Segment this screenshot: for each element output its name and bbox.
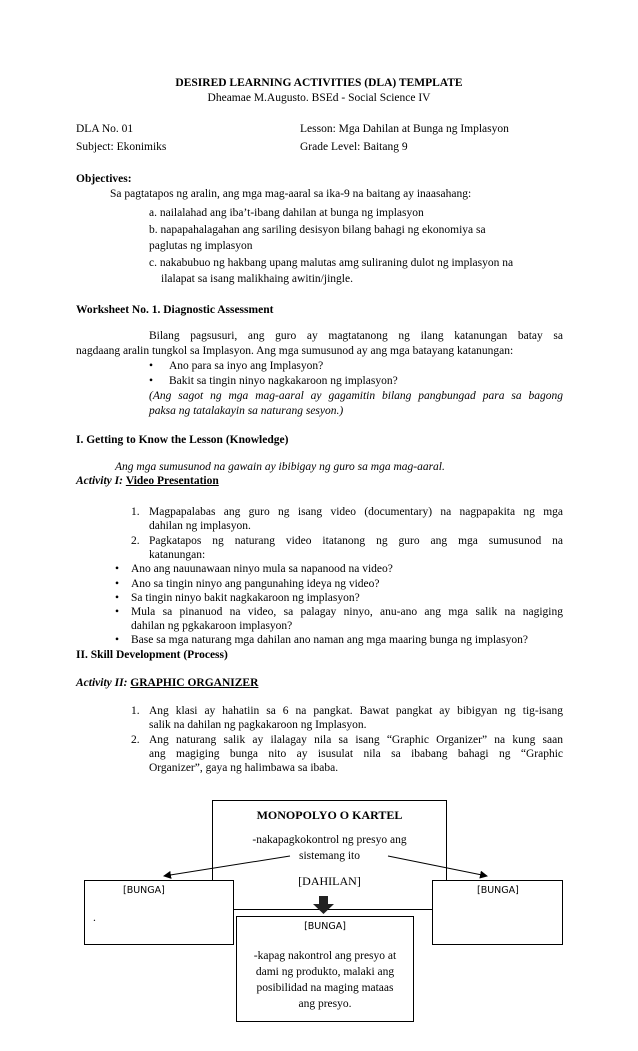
activity-2-title: GRAPHIC ORGANIZER [130, 677, 259, 689]
organizer-cause-tag: [DAHILAN] [298, 874, 361, 888]
worksheet-paragraph-line2: nagdaang aralin tungkol sa Implasyon. Ang mga sumusunod ay ang mga batayang katanungan: [76, 345, 514, 357]
organizer-bottom-line3: posibilidad na maging mataas [256, 982, 394, 994]
objective-b-line2: paglutas ng implasyon [149, 240, 253, 252]
worksheet-note-line1: (Ang sagot ng mga mag-aaral ay gagamitin bilang pangbungad para sa bagong [149, 390, 563, 402]
activity-2-label: Activity II: [76, 677, 128, 689]
subject: Subject: Ekonimiks [76, 141, 167, 153]
worksheet-heading: Worksheet No. 1. Diagnostic Assessment [76, 304, 274, 316]
grade-level: Grade Level: Baitang 9 [300, 141, 408, 153]
arrow-left-icon [164, 856, 290, 876]
activity-1-item1-line2: dahilan ng implasyon. [149, 520, 251, 532]
activity-2-item1-line1: Ang klasi ay hahatiin sa 6 na pangkat. Bawat pangkat ay bibigyan ng tig-isang [149, 705, 563, 717]
arrow-right-icon [388, 856, 487, 876]
organizer-bottom-line1: -kapag nakontrol ang presyo at [253, 950, 397, 962]
section-1-heading: I. Getting to Know the Lesson (Knowledge) [76, 434, 289, 446]
bullet-icon: • [149, 375, 154, 387]
document-title: DESIRED LEARNING ACTIVITIES (DLA) TEMPLATE [175, 77, 463, 89]
activity-2-item2-line3: Organizer”, gaya ng halimbawa sa ibaba. [149, 762, 339, 774]
question-5: Base sa mga naturang mga dahilan ano naman ang mga maaring bunga ng implasyon? [131, 634, 528, 646]
organizer-main-line1: -nakapagkokontrol ng presyo ang [252, 834, 407, 846]
item-number: 1. [131, 506, 140, 518]
bullet-icon: • [149, 360, 154, 372]
item-number: 2. [131, 535, 140, 547]
question-3: Sa tingin ninyo bakit nagkakaroon ng implasyon? [131, 592, 360, 604]
question-2: Ano sa tingin ninyo ang pangunahing ideya ng video? [131, 578, 380, 590]
organizer-bottom-tag: [BUNGA] [304, 921, 346, 932]
worksheet-note-line2: paksa ng tatalakayin sa naturang sesyon.) [149, 405, 344, 417]
organizer-left-dot: . [93, 912, 96, 924]
activity-1-label: Activity I: [76, 475, 123, 487]
worksheet-paragraph-line1: Bilang pagsusuri, ang guro ay magtatanong ng ilang katanungan batay sa [149, 330, 563, 342]
bullet-icon: • [115, 606, 120, 618]
activity-1-item2-line1: Pagkatapos ng naturang video itatanong ng guro ang mga sumusunod na [149, 535, 563, 547]
section-2-heading: II. Skill Development (Process) [76, 649, 228, 661]
question-4-line1: Mula sa pinanuod na video, sa palagay ninyo, anu-ano ang mga salik na nagiging [131, 606, 563, 618]
objectives-heading: Objectives: [76, 173, 132, 185]
bullet-icon: • [115, 563, 120, 575]
organizer-bottom-line4: ang presyo. [298, 998, 352, 1010]
organizer-main-line2: sistemang ito [298, 850, 360, 862]
bullet-icon: • [115, 578, 120, 590]
author-line: Dheamae M.Augusto. BSEd - Social Science IV [207, 92, 431, 104]
activity-1-item2-line2: katanungan: [149, 549, 206, 561]
objective-a: a. nailalahad ang iba’t-ibang dahilan at bunga ng implasyon [149, 207, 424, 219]
question-1: Ano ang nauunawaan ninyo mula sa napanood na video? [131, 563, 393, 575]
organizer-right-tag: [BUNGA] [477, 885, 519, 896]
worksheet-bullet-2: Bakit sa tingin ninyo nagkakaroon ng implasyon? [169, 375, 398, 387]
activity-2-item2-line2: ang magiging bunga nito ay isusulat nila sa ibabang bahagi ng “Graphic [149, 748, 563, 760]
organizer-bottom-line2: dami ng produkto, malaki ang [255, 966, 395, 978]
arrow-down-icon [313, 896, 334, 914]
worksheet-bullet-1: Ano para sa inyo ang Implasyon? [169, 360, 324, 372]
objective-c-line2: ilalapat sa isang malikhaing awitin/jingle. [161, 273, 353, 285]
objective-c-line1: c. nakabubuo ng hakbang upang malutas amg suliraning dulot ng implasyon na [149, 257, 514, 269]
activity-2-item2-line1: Ang naturang salik ay ilalagay nila sa isang “Graphic Organizer” na kung saan [149, 734, 563, 746]
organizer-left-tag: [BUNGA] [123, 885, 165, 896]
bullet-icon: • [115, 592, 120, 604]
dla-number: DLA No. 01 [76, 123, 134, 135]
activity-1-title: Video Presentation [125, 475, 219, 487]
activity-1-item1-line1: Magpapalabas ang guro ng isang video (documentary) na nagpapakita ng mga [149, 506, 563, 518]
activity-2-item1-line2: salik na dahilan ng pagkakaroon ng Implasyon. [149, 719, 367, 731]
item-number: 2. [131, 734, 140, 746]
objectives-intro: Sa pagtatapos ng aralin, ang mga mag-aaral sa ika-9 na baitang ay inaasahang: [110, 188, 472, 200]
section-1-intro: Ang mga sumusunod na gawain ay ibibigay ng guro sa mga mag-aaral. [115, 461, 445, 473]
objective-b-line1: b. napapahalagahan ang sariling desisyon bilang bahagi ng ekonomiya sa [149, 224, 486, 236]
item-number: 1. [131, 705, 140, 717]
organizer-main-title: MONOPOLYO O KARTEL [256, 808, 403, 822]
question-4-line2: dahilan ng pgkakaroon implasyon? [131, 620, 293, 632]
lesson-title: Lesson: Mga Dahilan at Bunga ng Implasyon [300, 123, 509, 135]
bullet-icon: • [115, 634, 120, 646]
